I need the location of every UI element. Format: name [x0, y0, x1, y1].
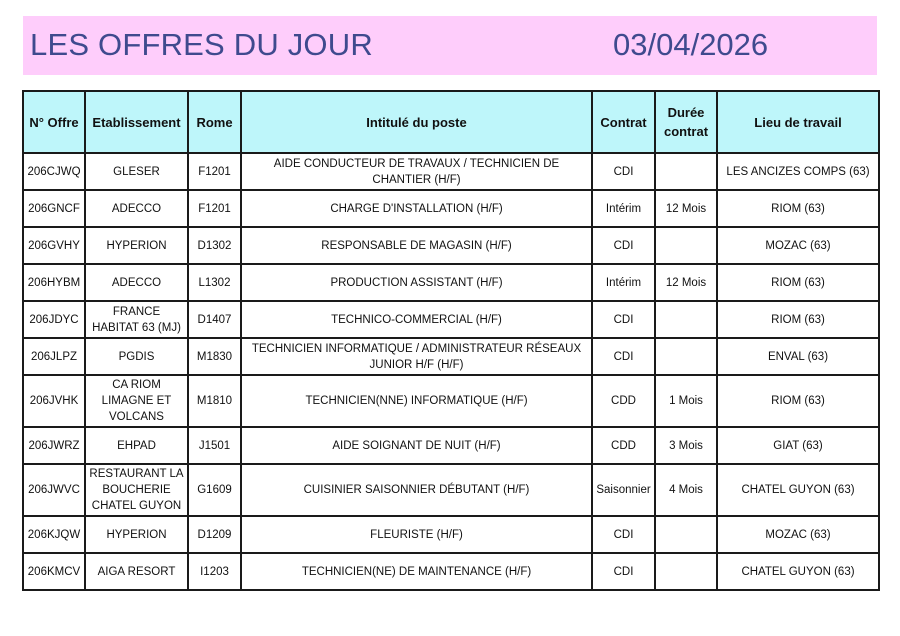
cell-rome: M1830 — [188, 338, 241, 375]
cell-offre: 206HYBM — [23, 264, 85, 301]
cell-lieu: GIAT (63) — [717, 427, 879, 464]
cell-rome: D1407 — [188, 301, 241, 338]
cell-offre: 206KJQW — [23, 516, 85, 553]
cell-etablissement: RESTAURANT LA BOUCHERIE CHATEL GUYON — [85, 464, 188, 516]
table-header-row — [23, 91, 879, 153]
cell-contrat: CDD — [592, 375, 655, 427]
column-header-intitule: Intitulé du poste — [241, 91, 592, 153]
cell-duree: 12 Mois — [655, 264, 717, 301]
cell-duree — [655, 553, 717, 590]
cell-etablissement: AIGA RESORT — [85, 553, 188, 590]
cell-duree: 1 Mois — [655, 375, 717, 427]
cell-contrat: CDI — [592, 227, 655, 264]
table-row — [23, 375, 879, 427]
offers-table-body — [23, 153, 879, 590]
cell-etablissement: CA RIOM LIMAGNE ET VOLCANS — [85, 375, 188, 427]
cell-contrat: CDI — [592, 338, 655, 375]
cell-contrat: CDI — [592, 553, 655, 590]
cell-intitule: TECHNICO-COMMERCIAL (H/F) — [241, 301, 592, 338]
table-row — [23, 301, 879, 338]
cell-offre: 206JWVC — [23, 464, 85, 516]
table-row — [23, 464, 879, 516]
page-title: LES OFFRES DU JOUR — [30, 27, 373, 62]
table-row — [23, 227, 879, 264]
cell-etablissement: HYPERION — [85, 516, 188, 553]
cell-offre: 206JLPZ — [23, 338, 85, 375]
cell-rome: L1302 — [188, 264, 241, 301]
table-row — [23, 153, 879, 190]
cell-lieu: LES ANCIZES COMPS (63) — [717, 153, 879, 190]
cell-duree — [655, 153, 717, 190]
cell-duree — [655, 338, 717, 375]
cell-etablissement: EHPAD — [85, 427, 188, 464]
cell-rome: D1209 — [188, 516, 241, 553]
cell-offre: 206GNCF — [23, 190, 85, 227]
column-header-lieu: Lieu de travail — [717, 91, 879, 153]
cell-lieu: RIOM (63) — [717, 301, 879, 338]
cell-duree: 3 Mois — [655, 427, 717, 464]
cell-rome: F1201 — [188, 153, 241, 190]
cell-rome: F1201 — [188, 190, 241, 227]
cell-lieu: CHATEL GUYON (63) — [717, 464, 879, 516]
cell-contrat: CDI — [592, 301, 655, 338]
cell-rome: D1302 — [188, 227, 241, 264]
cell-contrat: Intérim — [592, 190, 655, 227]
cell-lieu: ENVAL (63) — [717, 338, 879, 375]
cell-contrat: Saisonnier — [592, 464, 655, 516]
table-row — [23, 190, 879, 227]
cell-etablissement: PGDIS — [85, 338, 188, 375]
column-header-rome: Rome — [188, 91, 241, 153]
page-banner — [23, 16, 877, 75]
cell-contrat: Intérim — [592, 264, 655, 301]
table-row — [23, 338, 879, 375]
cell-duree — [655, 227, 717, 264]
cell-contrat: CDD — [592, 427, 655, 464]
cell-lieu: MOZAC (63) — [717, 516, 879, 553]
cell-duree: 12 Mois — [655, 190, 717, 227]
cell-offre: 206CJWQ — [23, 153, 85, 190]
cell-etablissement: ADECCO — [85, 264, 188, 301]
cell-duree: 4 Mois — [655, 464, 717, 516]
cell-intitule: CUISINIER SAISONNIER DÉBUTANT (H/F) — [241, 464, 592, 516]
cell-duree — [655, 301, 717, 338]
cell-lieu: MOZAC (63) — [717, 227, 879, 264]
cell-intitule: AIDE CONDUCTEUR DE TRAVAUX / TECHNICIEN DE CHANTIER (H/F) — [241, 153, 592, 190]
cell-rome: M1810 — [188, 375, 241, 427]
column-header-etablissement: Etablissement — [85, 91, 188, 153]
cell-contrat: CDI — [592, 516, 655, 553]
cell-offre: 206GVHY — [23, 227, 85, 264]
cell-etablissement: ADECCO — [85, 190, 188, 227]
cell-lieu: RIOM (63) — [717, 375, 879, 427]
table-row — [23, 427, 879, 464]
table-row — [23, 516, 879, 553]
table-row — [23, 553, 879, 590]
cell-etablissement: FRANCE HABITAT 63 (MJ) — [85, 301, 188, 338]
column-header-contrat: Contrat — [592, 91, 655, 153]
cell-etablissement: HYPERION — [85, 227, 188, 264]
table-row — [23, 264, 879, 301]
cell-offre: 206JDYC — [23, 301, 85, 338]
cell-etablissement: GLESER — [85, 153, 188, 190]
cell-duree — [655, 516, 717, 553]
cell-intitule: AIDE SOIGNANT DE NUIT (H/F) — [241, 427, 592, 464]
cell-lieu: CHATEL GUYON (63) — [717, 553, 879, 590]
cell-intitule: PRODUCTION ASSISTANT (H/F) — [241, 264, 592, 301]
cell-lieu: RIOM (63) — [717, 264, 879, 301]
cell-contrat: CDI — [592, 153, 655, 190]
cell-offre: 206JWRZ — [23, 427, 85, 464]
cell-intitule: CHARGE D'INSTALLATION (H/F) — [241, 190, 592, 227]
column-header-offre: N° Offre — [23, 91, 85, 153]
cell-lieu: RIOM (63) — [717, 190, 879, 227]
page-date: 03/04/2026 — [613, 27, 769, 62]
cell-rome: I1203 — [188, 553, 241, 590]
cell-intitule: TECHNICIEN(NNE) INFORMATIQUE (H/F) — [241, 375, 592, 427]
cell-offre: 206KMCV — [23, 553, 85, 590]
cell-rome: J1501 — [188, 427, 241, 464]
column-header-duree: Durée contrat — [655, 91, 717, 153]
cell-intitule: TECHNICIEN INFORMATIQUE / ADMINISTRATEUR RÉSEAUX JUNIOR H/F (H/F) — [241, 338, 592, 375]
cell-rome: G1609 — [188, 464, 241, 516]
offers-table — [22, 90, 880, 591]
cell-intitule: FLEURISTE (H/F) — [241, 516, 592, 553]
cell-intitule: RESPONSABLE DE MAGASIN (H/F) — [241, 227, 592, 264]
cell-intitule: TECHNICIEN(NE) DE MAINTENANCE (H/F) — [241, 553, 592, 590]
cell-offre: 206JVHK — [23, 375, 85, 427]
